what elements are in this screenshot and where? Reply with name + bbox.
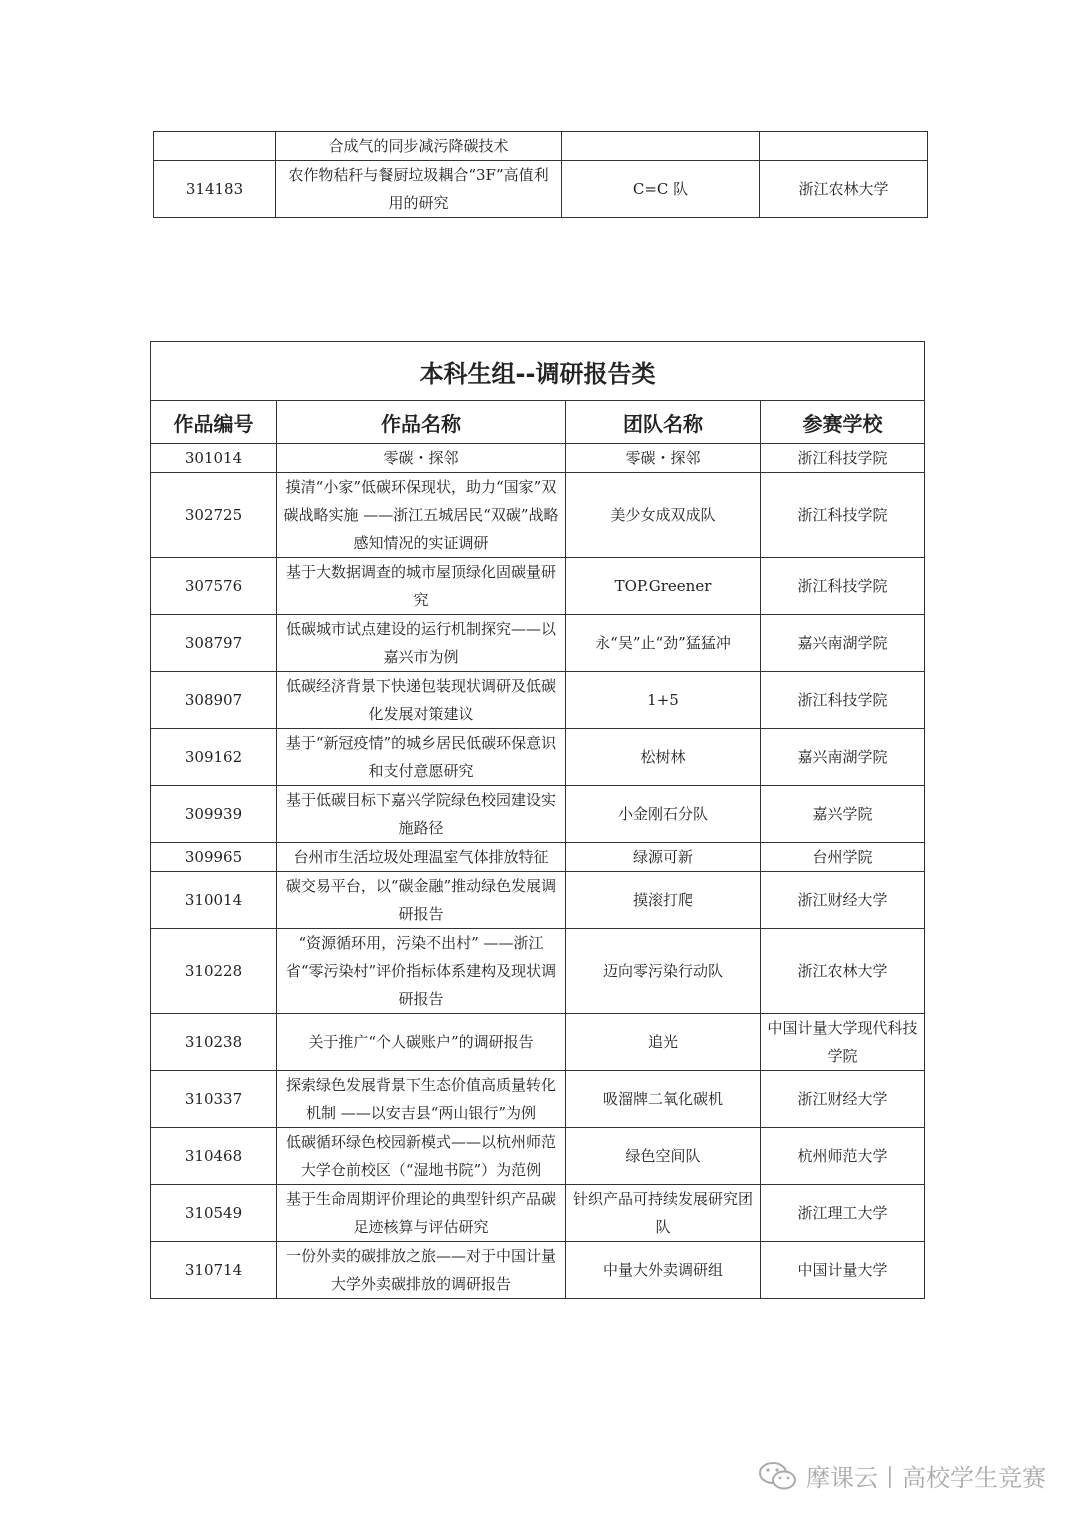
cell-work-name: 碳交易平台，以“碳金融”推动绿色发展调研报告 — [277, 872, 566, 929]
undergrad-survey-report-table — [150, 341, 925, 1299]
cell-work-id: 310549 — [151, 1185, 277, 1242]
cell-school: 浙江理工大学 — [761, 1185, 925, 1242]
cell-work-name: 零碳・探邻 — [277, 444, 566, 473]
cell-work-name: 探索绿色发展背景下生态价值高质量转化机制 ——以安吉县“两山银行”为例 — [277, 1071, 566, 1128]
table-row — [151, 615, 925, 672]
cell-work-id: 309162 — [151, 729, 277, 786]
cell-school: 中国计量大学现代科技学院 — [761, 1014, 925, 1071]
cell-school: 浙江农林大学 — [760, 161, 928, 218]
cell-team-name: 吸溜牌二氧化碳机 — [566, 1071, 761, 1128]
cell-team-name: C=C 队 — [562, 161, 760, 218]
cell-school: 浙江农林大学 — [761, 929, 925, 1014]
cell-school: 浙江科技学院 — [761, 672, 925, 729]
header-work-id: 作品编号 — [151, 401, 277, 444]
cell-work-id: 310014 — [151, 872, 277, 929]
cell-work-name: 基于生命周期评价理论的典型针织产品碳足迹核算与评估研究 — [277, 1185, 566, 1242]
cell-work-name: 基于大数据调查的城市屋顶绿化固碳量研究 — [277, 558, 566, 615]
cell-work-id: 309965 — [151, 843, 277, 872]
cell-work-id: 309939 — [151, 786, 277, 843]
cell-team-name: 小金刚石分队 — [566, 786, 761, 843]
cell-work-name: 一份外卖的碳排放之旅——对于中国计量大学外卖碳排放的调研报告 — [277, 1242, 566, 1299]
cell-work-id: 310337 — [151, 1071, 277, 1128]
cell-school: 浙江科技学院 — [761, 444, 925, 473]
cell-work-id: 307576 — [151, 558, 277, 615]
cell-work-id: 301014 — [151, 444, 277, 473]
cell-work-name: 低碳循环绿色校园新模式——以杭州师范大学仓前校区（“湿地书院”）为范例 — [277, 1128, 566, 1185]
wechat-icon — [758, 1460, 798, 1492]
cell-school: 浙江科技学院 — [761, 558, 925, 615]
cell-team-name: TOP.Greener — [566, 558, 761, 615]
table-row — [151, 843, 925, 872]
table-row — [151, 786, 925, 843]
cell-school — [760, 132, 928, 161]
table-row — [151, 1242, 925, 1299]
cell-school: 中国计量大学 — [761, 1242, 925, 1299]
cell-work-name: 基于低碳目标下嘉兴学院绿色校园建设实施路径 — [277, 786, 566, 843]
cell-team-name: 松树林 — [566, 729, 761, 786]
header-work-name: 作品名称 — [277, 401, 566, 444]
table-title: 本科生组--调研报告类 — [151, 342, 925, 401]
continued-table — [153, 131, 928, 218]
cell-work-id: 310468 — [151, 1128, 277, 1185]
table-row — [151, 473, 925, 558]
table-row — [151, 444, 925, 473]
cell-team-name: 绿源可新 — [566, 843, 761, 872]
cell-team-name: 1+5 — [566, 672, 761, 729]
cell-school: 浙江科技学院 — [761, 473, 925, 558]
cell-work-id: 310714 — [151, 1242, 277, 1299]
table-row — [151, 1185, 925, 1242]
table-row — [151, 729, 925, 786]
header-team-name: 团队名称 — [566, 401, 761, 444]
cell-work-name: 合成气的同步减污降碳技术 — [276, 132, 562, 161]
watermark — [758, 1458, 1046, 1493]
cell-work-name: 基于“新冠疫情”的城乡居民低碳环保意识和支付意愿研究 — [277, 729, 566, 786]
table-row — [151, 1014, 925, 1071]
cell-school: 嘉兴南湖学院 — [761, 729, 925, 786]
table-row — [151, 558, 925, 615]
cell-work-name: 低碳经济背景下快递包装现状调研及低碳化发展对策建议 — [277, 672, 566, 729]
cell-work-name: “资源循环用，污染不出村” ——浙江省“零污染村”评价指标体系建构及现状调研报告 — [277, 929, 566, 1014]
cell-team-name: 美少女成双成队 — [566, 473, 761, 558]
cell-work-id: 302725 — [151, 473, 277, 558]
cell-school: 浙江财经大学 — [761, 872, 925, 929]
table-row — [151, 929, 925, 1014]
cell-work-id: 310228 — [151, 929, 277, 1014]
cell-work-id: 314183 — [154, 161, 276, 218]
cell-work-name: 低碳城市试点建设的运行机制探究——以嘉兴市为例 — [277, 615, 566, 672]
cell-work-id: 308907 — [151, 672, 277, 729]
cell-work-name: 摸清“小家”低碳环保现状，助力“国家”双碳战略实施 ——浙江五城居民“双碳”战略感知情况的实证调研 — [277, 473, 566, 558]
cell-team-name — [562, 132, 760, 161]
cell-team-name: 迈向零污染行动队 — [566, 929, 761, 1014]
cell-school: 嘉兴学院 — [761, 786, 925, 843]
table-row — [151, 872, 925, 929]
header-school: 参赛学校 — [761, 401, 925, 444]
watermark-text: 摩课云丨高校学生竞赛 — [806, 1464, 1046, 1492]
table-row — [151, 1071, 925, 1128]
cell-team-name: 永“吴”止“劲”猛猛冲 — [566, 615, 761, 672]
cell-school: 台州学院 — [761, 843, 925, 872]
cell-work-id: 310238 — [151, 1014, 277, 1071]
cell-work-name: 台州市生活垃圾处理温室气体排放特征 — [277, 843, 566, 872]
cell-team-name: 追光 — [566, 1014, 761, 1071]
cell-team-name: 绿色空间队 — [566, 1128, 761, 1185]
cell-school: 杭州师范大学 — [761, 1128, 925, 1185]
cell-school: 嘉兴南湖学院 — [761, 615, 925, 672]
cell-team-name: 针织产品可持续发展研究团队 — [566, 1185, 761, 1242]
table-row — [154, 132, 928, 161]
table-row — [151, 672, 925, 729]
table-row — [151, 1128, 925, 1185]
cell-team-name: 中量大外卖调研组 — [566, 1242, 761, 1299]
cell-work-id — [154, 132, 276, 161]
cell-work-id: 308797 — [151, 615, 277, 672]
table-row — [154, 161, 928, 218]
cell-team-name: 摸滚打爬 — [566, 872, 761, 929]
cell-work-name: 农作物秸秆与餐厨垃圾耦合“3F”高值利用的研究 — [276, 161, 562, 218]
cell-school: 浙江财经大学 — [761, 1071, 925, 1128]
cell-team-name: 零碳・探邻 — [566, 444, 761, 473]
cell-work-name: 关于推广“个人碳账户”的调研报告 — [277, 1014, 566, 1071]
